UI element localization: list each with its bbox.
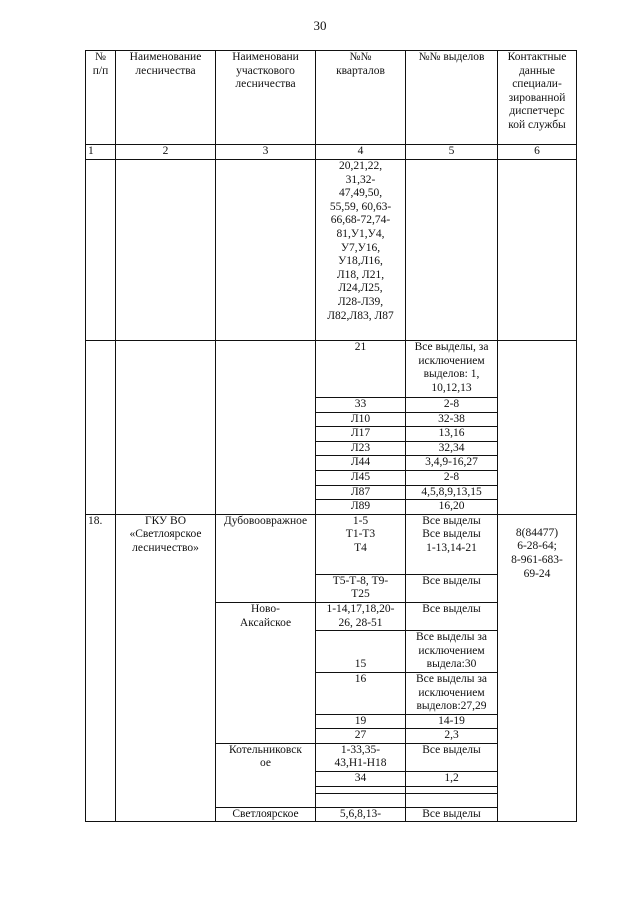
quarters-cell: Т5-Т-8, Т9- Т25 (316, 574, 406, 602)
column-numbers-row (86, 145, 577, 160)
allotments-cell: Все выделы за исключением выделов:27,29 (406, 672, 498, 714)
allotments-cell: Все выделы Все выделы 1-13,14-21 (406, 514, 498, 574)
allotments-cell: Все выделы (406, 807, 498, 822)
allotments-cell: 2-8 (406, 398, 498, 413)
quarters-cell: 15 (316, 631, 406, 673)
quarters-cell: 20,21,22, 31,32- 47,49,50, 55,59, 60,63- 66,68-72,74- 81,У1,У4, У7,У16, У18,Л16, Л18, Л21, Л24,Л25, Л28-Л39, Л82,Л83, Л87 (316, 160, 406, 341)
allotments-cell: Все выделы (406, 602, 498, 630)
district-forestry-name: Ново- Аксайское (216, 602, 316, 743)
quarters-cell: Л44 (316, 456, 406, 471)
table-header-row (86, 51, 577, 145)
quarters-cell: Л17 (316, 427, 406, 442)
allotments-cell: 32,34 (406, 441, 498, 456)
allotments-cell: 3,4,9-16,27 (406, 456, 498, 471)
allotments-cell: 32-38 (406, 412, 498, 427)
header-allotments: №№ выделов (406, 51, 498, 145)
col-number: 4 (316, 145, 406, 160)
quarters-cell: 1-33,35- 43,Н1-Н18 (316, 743, 406, 771)
page-number: 30 (313, 18, 327, 33)
header-contacts: Контактные данные специали- зированной диспетчерс кой службы (498, 51, 577, 145)
quarters-cell: Л45 (316, 470, 406, 485)
quarters-cell: 1-14,17,18,20- 26, 28-51 (316, 602, 406, 630)
district-forestry-name: Дубовоовражное (216, 514, 316, 602)
allotments-cell: Все выделы за исключением выдела:30 (406, 631, 498, 673)
district-forestry-name: Котельниковск ое (216, 743, 316, 807)
quarters-cell: 34 (316, 772, 406, 787)
forestry-name: ГКУ ВО «Светлоярское лесничество» (116, 514, 216, 822)
allotments-cell: Все выделы (406, 743, 498, 771)
quarters-cell: 21 (316, 341, 406, 398)
quarters-cell: 27 (316, 729, 406, 744)
col-number: 1 (86, 145, 116, 160)
allotments-cell: 14-19 (406, 714, 498, 729)
header-quarters: №№ кварталов (316, 51, 406, 145)
quarters-cell: Л87 (316, 485, 406, 500)
row-number: 18. (86, 514, 116, 822)
quarters-cell: 1-5 Т1-Т3 Т4 (316, 514, 406, 574)
quarters-cell: Л23 (316, 441, 406, 456)
allotments-cell: 1,2 (406, 772, 498, 787)
allotments-cell: Все выделы (406, 574, 498, 602)
district-forestry-name: Светлоярское (216, 807, 316, 822)
table-row (86, 160, 577, 341)
allotments-cell: Все выделы, за исключением выделов: 1, 10,12,13 (406, 341, 498, 398)
forestry-table (85, 50, 577, 822)
col-number: 2 (116, 145, 216, 160)
col-number: 3 (216, 145, 316, 160)
table-row (86, 341, 577, 398)
quarters-cell: 19 (316, 714, 406, 729)
contact-cell: 8(84477) 6-28-64; 8-961-683- 69-24 (498, 514, 577, 822)
quarters-cell: Л10 (316, 412, 406, 427)
quarters-cell: Л89 (316, 500, 406, 515)
allotments-cell: 13,16 (406, 427, 498, 442)
quarters-cell: 16 (316, 672, 406, 714)
table-row (86, 514, 577, 574)
allotments-cell: 2,3 (406, 729, 498, 744)
header-num: № п/п (86, 51, 116, 145)
allotments-cell: 2-8 (406, 470, 498, 485)
col-number: 6 (498, 145, 577, 160)
quarters-cell: 5,6,8,13- (316, 807, 406, 822)
header-forestry-name: Наименование лесничества (116, 51, 216, 145)
allotments-cell: 4,5,8,9,13,15 (406, 485, 498, 500)
quarters-cell: 33 (316, 398, 406, 413)
col-number: 5 (406, 145, 498, 160)
allotments-cell: 16,20 (406, 500, 498, 515)
header-district-forestry: Наименовани участкового лесничества (216, 51, 316, 145)
